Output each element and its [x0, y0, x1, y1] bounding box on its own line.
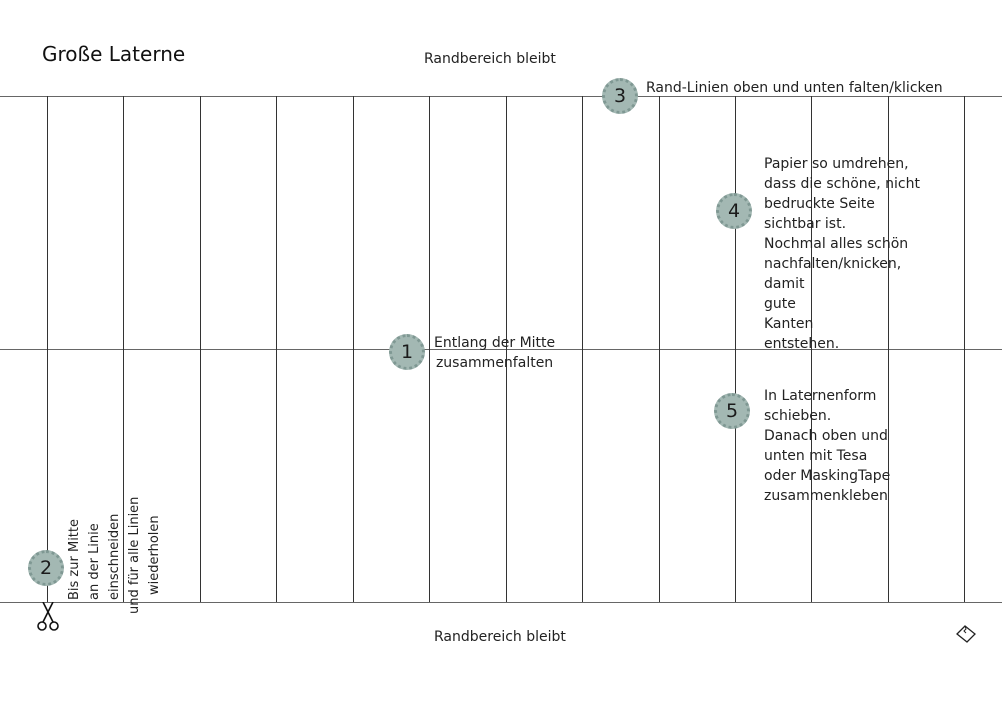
step-5-badge — [714, 393, 750, 429]
step-5-line: schieben. — [764, 408, 832, 424]
step-5-line: unten mit Tesa — [764, 448, 868, 464]
step-4-line: sichtbar ist. — [764, 216, 847, 232]
scissors-icon — [36, 602, 60, 632]
step-4-line: entstehen. — [764, 336, 840, 352]
cut-line — [659, 96, 660, 602]
step-5-line: Danach oben und — [764, 428, 888, 444]
cut-line — [582, 96, 583, 602]
step-5-line: zusammenkleben — [764, 488, 888, 504]
step-3-number: 3 — [613, 85, 627, 107]
step-4-line: dass die schöne, nicht — [764, 176, 920, 192]
step-4-line: nachfalten/knicken, — [764, 256, 902, 272]
step-3-badge — [602, 78, 638, 114]
step-3-text — [646, 78, 943, 98]
step-4-line: gute — [764, 296, 796, 312]
step-2-line: Bis zur Mitte — [67, 519, 82, 600]
bottom-fold-line — [0, 602, 1002, 603]
step-4-text — [764, 154, 920, 354]
step-1-line: zusammenfalten — [435, 355, 554, 371]
cut-line — [47, 96, 48, 602]
step-4-line: bedruckte Seite — [764, 196, 875, 212]
step-2-line: an der Linie — [87, 523, 102, 600]
tape-icon — [954, 624, 978, 644]
step-4-line: Kanten — [764, 316, 814, 332]
bottom-margin-note: Randbereich bleibt — [434, 629, 566, 645]
step-5-line: oder MaskingTape — [764, 468, 891, 484]
step-5-number: 5 — [725, 400, 739, 422]
step-5-text — [764, 386, 890, 506]
step-1-line: Entlang der Mitte — [434, 335, 556, 351]
step-5-line: In Laternenform — [764, 388, 877, 404]
step-2-line: wiederholen — [147, 515, 162, 595]
step-1-text — [434, 333, 555, 373]
step-3-line: Rand-Linien oben und unten falten/klicken — [646, 80, 943, 96]
step-4-line: Nochmal alles schön — [764, 236, 909, 252]
cut-line — [353, 96, 354, 602]
cut-line — [735, 96, 736, 602]
step-1-number: 1 — [400, 341, 414, 363]
step-2-line: und für alle Linien — [127, 496, 142, 614]
step-2-number: 2 — [39, 557, 53, 579]
step-4-line: damit — [764, 276, 805, 292]
step-4-line: Papier so umdrehen, — [764, 156, 909, 172]
top-margin-note: Randbereich bleibt — [424, 51, 556, 67]
cut-line — [964, 96, 965, 602]
page-title: Große Laterne — [42, 42, 186, 66]
step-2-line: einschneiden — [107, 513, 122, 600]
step-4-number: 4 — [727, 200, 741, 222]
cut-line — [276, 96, 277, 602]
step-4-badge — [716, 193, 752, 229]
cut-line — [429, 96, 430, 602]
step-2-badge — [28, 550, 64, 586]
step-1-badge — [389, 334, 425, 370]
cut-line — [200, 96, 201, 602]
cut-line — [123, 96, 124, 602]
